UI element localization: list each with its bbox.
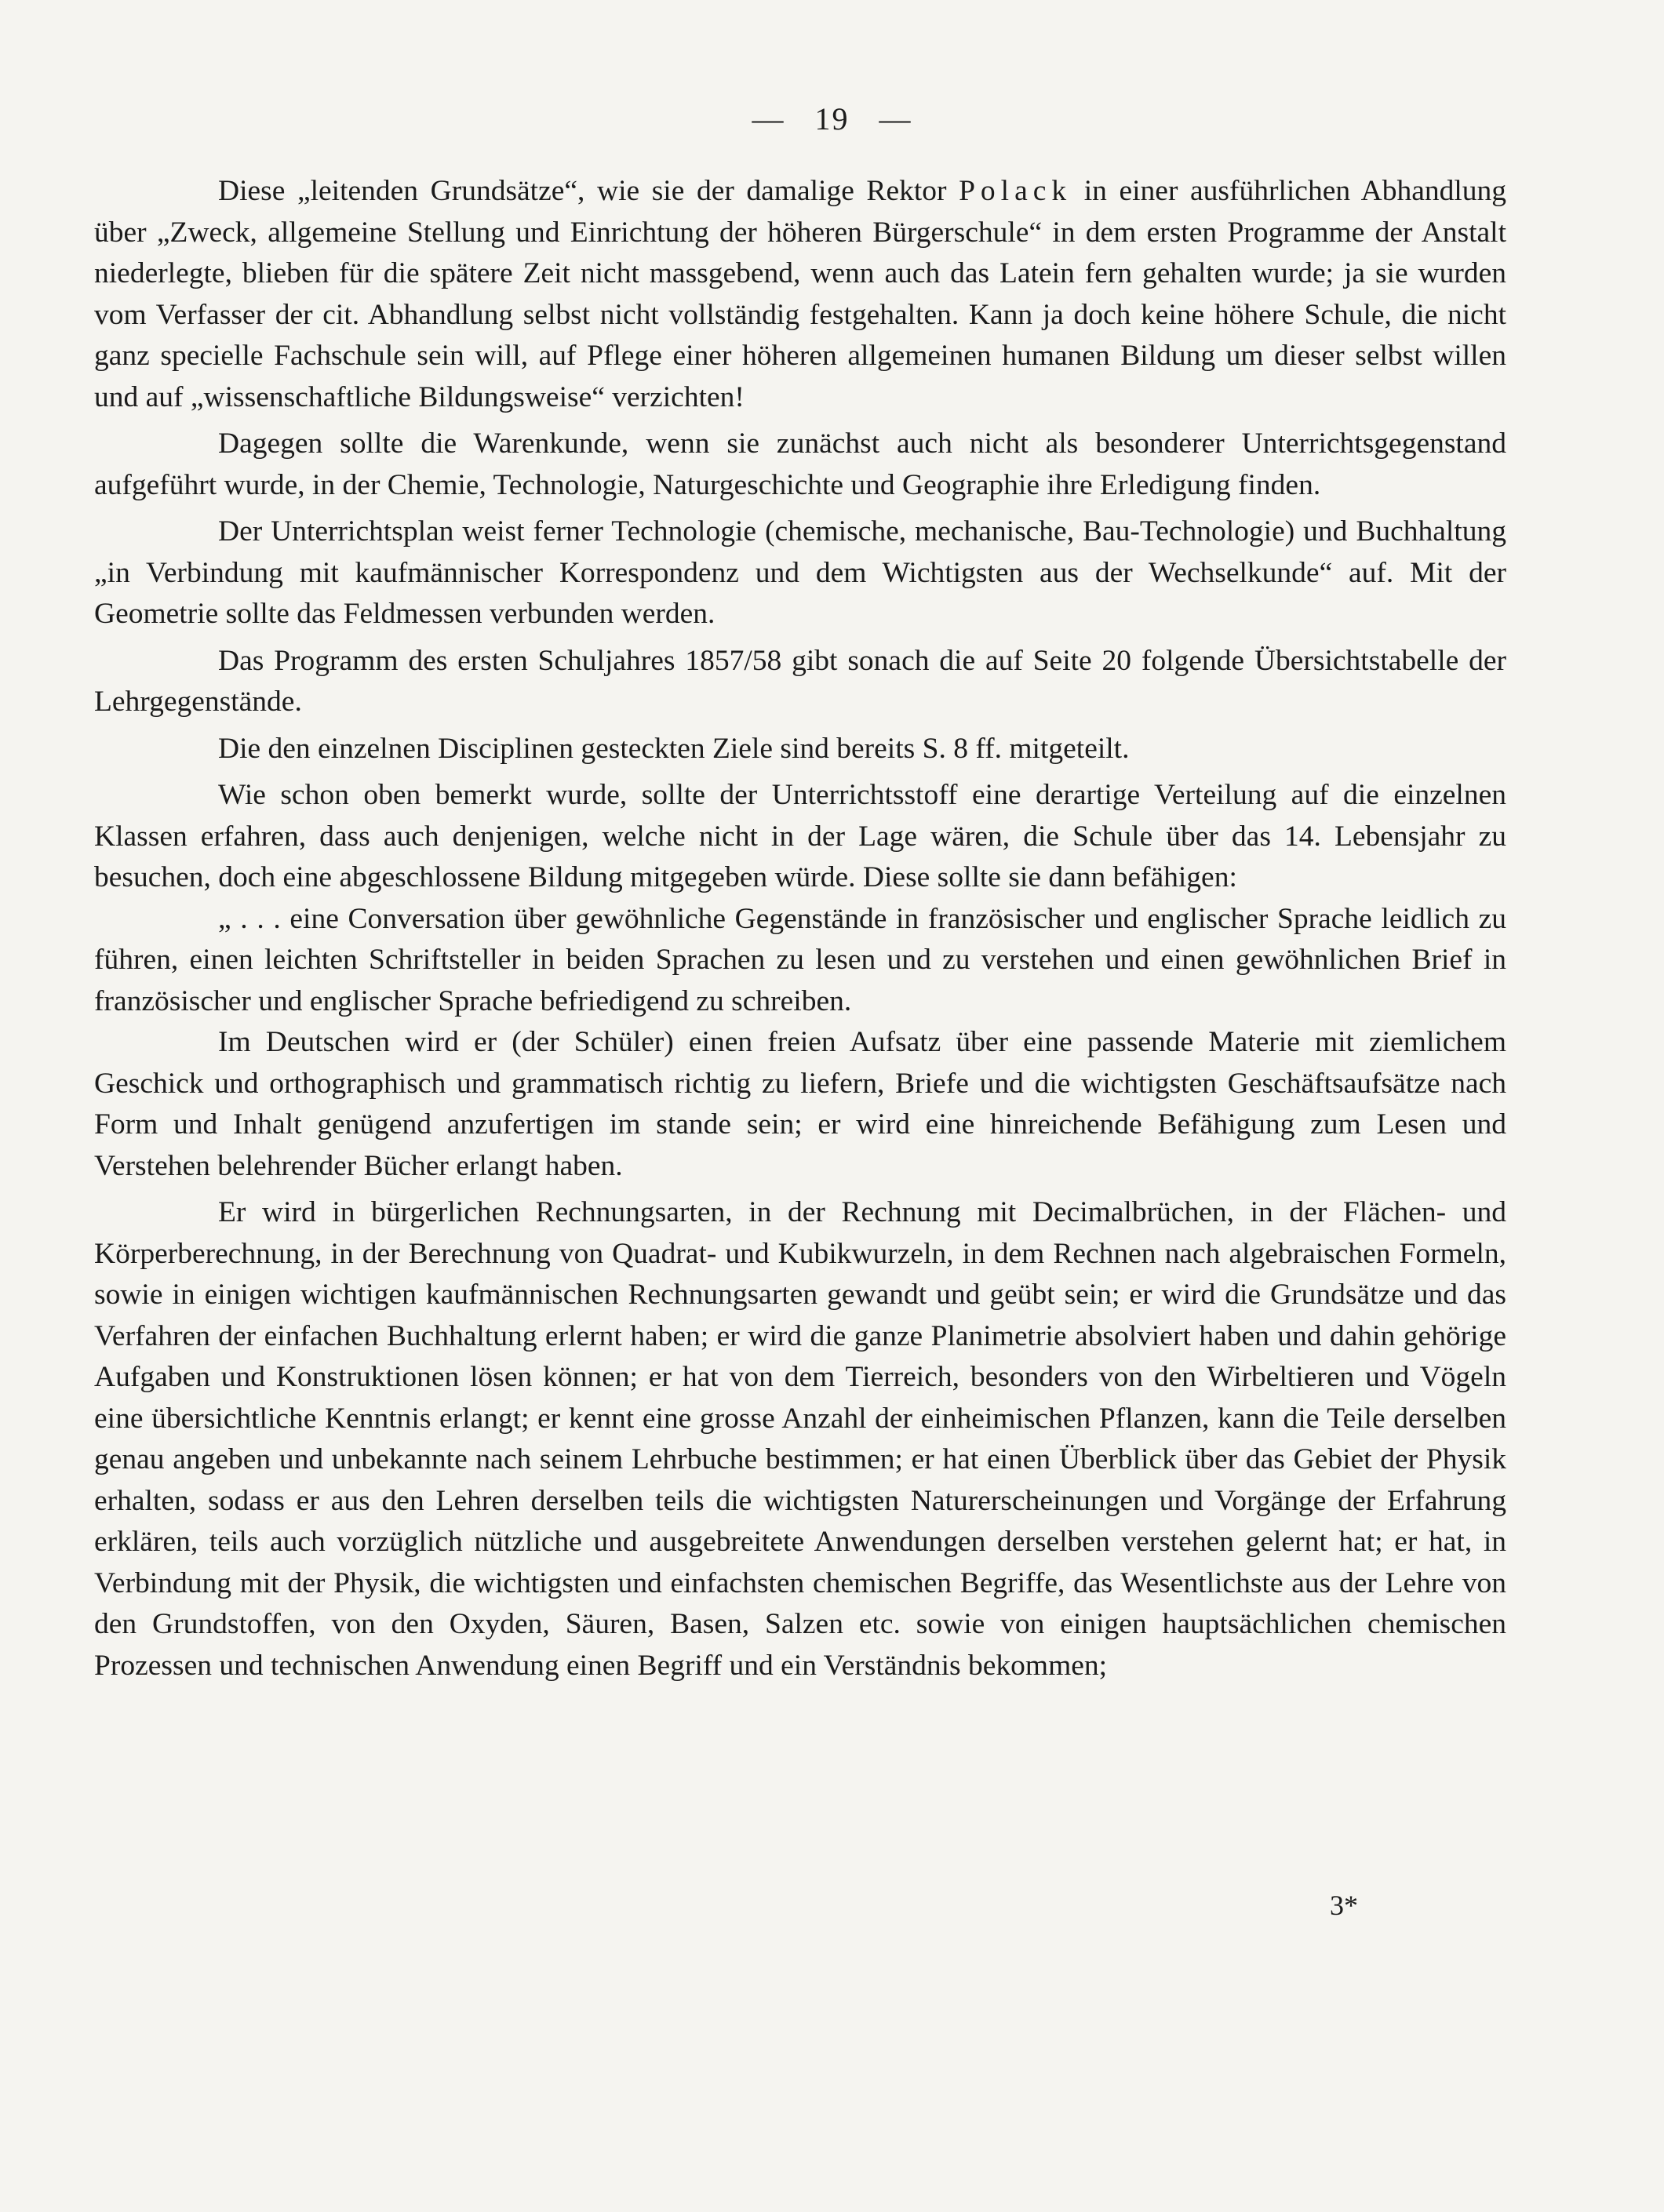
paragraph-1-rest: in einer ausführlichen Abhandlung über „Zweck, allgemeine Stellung und Einrichtung der höheren Bürgerschule“ in dem ersten Programme der Anstalt niederlegte, blieben für die spätere Zeit nicht massgebend, wenn auch das Latein fern gehalten wurde; ja sie wurden vom Verfasser der cit. Abhandlung selbst nicht vollständig festgehalten. Kann ja doch keine höhere Schule, die nicht ganz specielle Fachschule sein will, auf Pflege einer höheren allgemeinen humanen Bildung um dieser selbst willen und auf „wissenschaftliche Bildungsweise“ verzichten! xyxy=(94,175,1507,413)
paragraph-9: Er wird in bürgerlichen Rechnungsarten, in der Rechnung mit Decimalbrüchen, in der Flächen- und Körperberechnung, in der Berechnung von Quadrat- und Kubikwurzeln, in dem Rechnen nach algebraischen Formeln, sowie in einigen wichtigen kaufmännischen Rechnungsarten gewandt und geübt sein; er wird die Grundsätze und das Verfahren der einfachen Buchhaltung erlernt haben; er wird die ganze Planimetrie absolviert haben und dahin gehörige Aufgaben und Konstruktionen lösen können; er hat von dem Tierreich, besonders von den Wirbeltieren und Vögeln eine übersichtliche Kenntnis erlangt; er kennt eine grosse Anzahl der einheimischen Pflanzen, kann die Teile derselben genau angeben und unbekannte nach seinem Lehrbuche bestimmen; er hat einen Überblick über das Gebiet der Physik erhalten, sodass er aus den Lehren derselben teils die wichtigsten Naturerscheinungen und Vorgänge der Erfahrung erklären, teils auch vorzüglich nützliche und ausgebreitete Anwendungen derselben verstehen gelernt hat; er hat, in Verbindung mit der Physik, die wichtigsten und einfachsten chemischen Begriffe, das Wesentlichste aus der Lehre von den Grundstoffen, von den Oxyden, Säuren, Basen, Salzen etc. sowie von einigen hauptsächlichen chemischen Prozessen und technischen Anwendung einen Begriff und ein Verständnis bekommen; xyxy=(94,1196,1506,1682)
paragraph-1-lead: Diese „leitenden Grundsätze“, wie sie der damalige Rektor xyxy=(218,175,959,207)
paragraph-8: Im Deutschen wird er (der Schüler) einen freien Aufsatz über eine passende Materie mit ziemlichem Geschick und orthographisch und grammatisch richtig zu liefern, Briefe und die wichtigsten Geschäftsaufsätze nach Form und Inhalt genügend anzufertigen im stande sein; er wird eine hinreichende Befähigung zum Lesen und Verstehen belehrender Bücher erlangt haben. xyxy=(94,1026,1506,1182)
rektor-name: Polack xyxy=(959,175,1072,207)
body-text xyxy=(94,171,1506,1686)
paragraph-7-quote: „ . . . eine Conversation über gewöhnliche Gegenstände in französischer und englischer Sprache leidlich zu führen, einen leichten Schriftsteller in beiden Sprachen zu lesen und zu verstehen und einen gewöhnlichen Brief in französischer und englischer Sprache befriedigend zu schreiben. xyxy=(94,902,1506,1017)
paragraph-4: Das Programm des ersten Schuljahres 1857/58 gibt sonach die auf Seite 20 folgende Übersichtstabelle der Lehrgegenstände. xyxy=(94,644,1506,718)
paragraph-2: Dagegen sollte die Warenkunde, wenn sie zunächst auch nicht als besonderer Unterrichtsgegenstand aufgeführt wurde, in der Chemie, Technologie, Naturgeschichte und Geographie ihre Erledigung finden. xyxy=(94,427,1506,501)
signature-mark: 3* xyxy=(1330,1890,1358,1921)
page-number-dash-left: — xyxy=(752,101,785,136)
paragraph-1 xyxy=(94,171,1506,418)
page-number-header xyxy=(0,100,1664,137)
paragraph-5: Die den einzelnen Disciplinen gesteckten Ziele sind bereits S. 8 ff. mitgeteilt. xyxy=(218,732,1130,765)
page-number: 19 xyxy=(814,101,850,136)
paragraph-3: Der Unterrichtsplan weist ferner Technologie (chemische, mechanische, Bau-Technologie) und Buchhaltung „in Verbindung mit kaufmännischer Korrespondenz und dem Wichtigsten aus der Wechselkunde“ auf. Mit der Geometrie sollte das Feldmessen verbunden werden. xyxy=(94,515,1506,630)
paragraph-6: Wie schon oben bemerkt wurde, sollte der Unterrichtsstoff eine derartige Verteilung auf die einzelnen Klassen erfahren, dass auch denjenigen, welche nicht in der Lage wären, die Schule über das 14. Lebensjahr zu besuchen, doch eine abgeschlossene Bildung mitgegeben würde. Diese sollte sie dann befähigen: xyxy=(94,779,1506,893)
page-number-dash-right: — xyxy=(879,101,912,136)
